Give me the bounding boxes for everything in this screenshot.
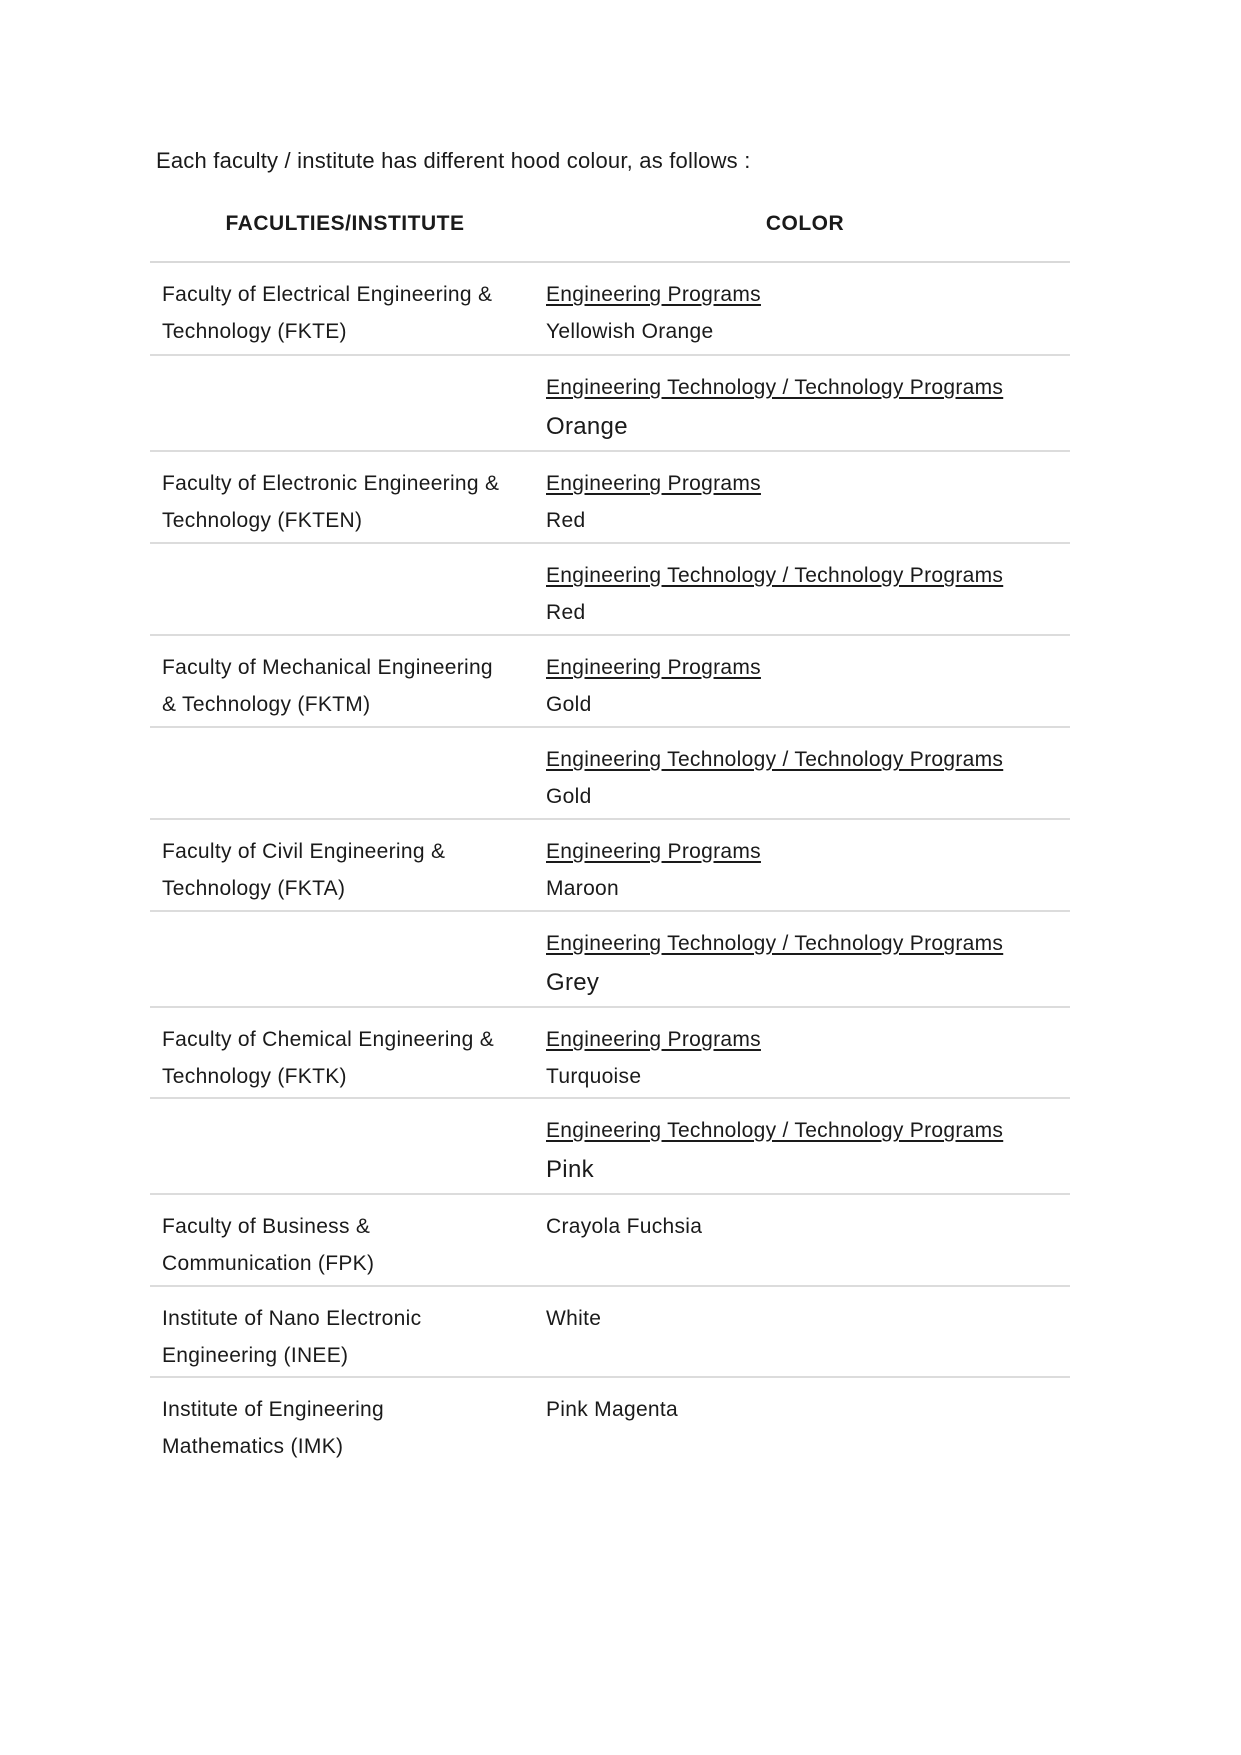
hood-colour-table — [150, 203, 1070, 1470]
table-row — [150, 912, 1070, 1008]
faculty-name-line: Institute of Engineering — [162, 1398, 385, 1421]
faculty-cell — [150, 1378, 540, 1470]
program-label: Engineering Technology / Technology Programs — [546, 748, 1004, 771]
table-row — [150, 636, 1070, 728]
program-label: Engineering Technology / Technology Programs — [546, 376, 1004, 399]
faculty-name-line: Technology (FKTA) — [162, 877, 346, 900]
faculty-name-line: Communication (FPK) — [162, 1252, 375, 1275]
color-cell — [540, 1378, 1070, 1470]
table-row — [150, 544, 1070, 636]
faculty-cell — [150, 728, 540, 818]
faculty-cell — [150, 636, 540, 726]
faculty-name-line: Faculty of Chemical Engineering & — [162, 1028, 495, 1051]
color-cell — [540, 1195, 1070, 1285]
color-cell — [540, 356, 1070, 450]
intro-text: Each faculty / institute has different hood colour, as follows : — [156, 148, 751, 173]
table-row — [150, 1008, 1070, 1099]
faculty-name-line: Faculty of Mechanical Engineering — [162, 656, 493, 679]
faculty-name-line: Faculty of Electronic Engineering & — [162, 472, 500, 495]
color-cell — [540, 1008, 1070, 1097]
faculty-cell — [150, 1195, 540, 1285]
hood-color: Red — [546, 601, 586, 624]
hood-color: Yellowish Orange — [546, 320, 714, 343]
hood-color: Grey — [546, 969, 600, 996]
faculty-cell — [150, 1099, 540, 1193]
faculty-name-line: Institute of Nano Electronic — [162, 1307, 422, 1330]
hood-color: Pink — [546, 1156, 594, 1183]
faculty-name-line: Technology (FKTK) — [162, 1065, 347, 1088]
hood-color: Pink Magenta — [546, 1398, 679, 1421]
program-label: Engineering Programs — [546, 472, 761, 495]
color-cell — [540, 636, 1070, 726]
faculty-cell — [150, 1287, 540, 1376]
program-label: Engineering Technology / Technology Programs — [546, 564, 1004, 587]
hood-color: White — [546, 1307, 602, 1330]
hood-color: Maroon — [546, 877, 620, 900]
table-row — [150, 728, 1070, 820]
faculty-name-line: Mathematics (IMK) — [162, 1435, 344, 1458]
hood-color: Red — [546, 509, 586, 532]
table-row — [150, 820, 1070, 912]
hood-color: Orange — [546, 413, 628, 440]
faculty-cell — [150, 1008, 540, 1097]
color-cell — [540, 452, 1070, 542]
hood-color: Gold — [546, 785, 592, 808]
table-row — [150, 1195, 1070, 1287]
table-header — [150, 203, 1070, 263]
table-row — [150, 452, 1070, 544]
faculty-cell — [150, 356, 540, 450]
faculty-name-line: Technology (FKTE) — [162, 320, 347, 343]
program-label: Engineering Programs — [546, 840, 761, 863]
header-color: COLOR — [765, 212, 845, 235]
table-row — [150, 1287, 1070, 1378]
faculty-cell — [150, 912, 540, 1006]
color-cell — [540, 728, 1070, 818]
color-cell — [540, 1287, 1070, 1376]
program-label: Engineering Programs — [546, 656, 761, 679]
table-row — [150, 1099, 1070, 1195]
table-row — [150, 356, 1070, 452]
faculty-name-line: Faculty of Civil Engineering & — [162, 840, 446, 863]
program-label: Engineering Technology / Technology Programs — [546, 932, 1004, 955]
faculty-name-line: Faculty of Business & — [162, 1215, 371, 1238]
header-faculties: FACULTIES/INSTITUTE — [225, 212, 465, 235]
hood-color: Turquoise — [546, 1065, 642, 1088]
program-label: Engineering Technology / Technology Programs — [546, 1119, 1004, 1142]
faculty-cell — [150, 263, 540, 354]
faculty-cell — [150, 544, 540, 634]
hood-color: Crayola Fuchsia — [546, 1215, 703, 1238]
faculty-name-line: & Technology (FKTM) — [162, 693, 371, 716]
faculty-name-line: Engineering (INEE) — [162, 1344, 349, 1367]
hood-color: Gold — [546, 693, 592, 716]
table-row — [150, 1378, 1070, 1470]
color-cell — [540, 820, 1070, 910]
faculty-name-line: Technology (FKTEN) — [162, 509, 363, 532]
color-cell — [540, 263, 1070, 354]
color-cell — [540, 1099, 1070, 1193]
color-cell — [540, 912, 1070, 1006]
program-label: Engineering Programs — [546, 283, 761, 306]
faculty-name-line: Faculty of Electrical Engineering & — [162, 283, 493, 306]
faculty-cell — [150, 452, 540, 542]
program-label: Engineering Programs — [546, 1028, 761, 1051]
color-cell — [540, 544, 1070, 634]
table-row — [150, 263, 1070, 356]
faculty-cell — [150, 820, 540, 910]
